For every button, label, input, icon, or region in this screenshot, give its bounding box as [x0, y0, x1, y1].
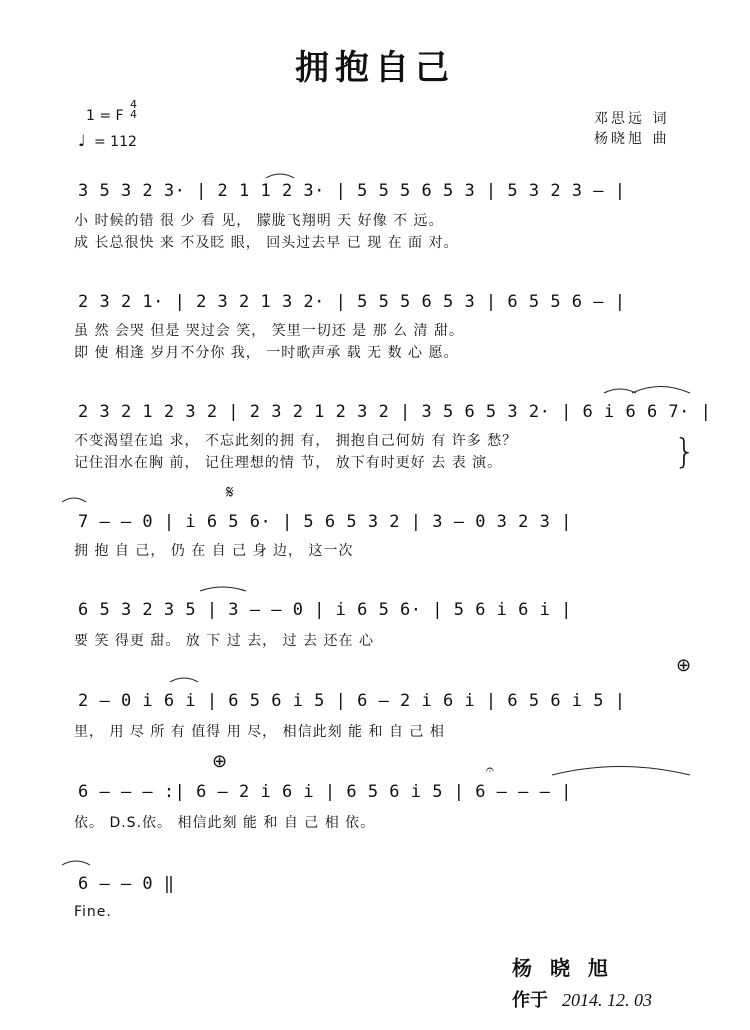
fermata-icon: 𝄐	[486, 762, 494, 778]
notation-line: 2 3 2 1 2 3 2 | 2 3 2 1 2 3 2 | 3 5 6 5 3 2· | 6 i 6 6 7· |	[78, 402, 712, 422]
lyric-line: 依。 D.S.依。 相信此刻 能 和 自 己 相 依。	[74, 815, 376, 831]
coda-icon: ⊕	[212, 751, 228, 772]
segno-icon: 𝄋	[226, 482, 234, 503]
date-value: 2014. 12. 03	[562, 990, 652, 1010]
notation-line: 6 – – 0 ‖	[78, 874, 175, 894]
notation-line: 6 – – – :| 6 – 2 i 6 i | 6 5 6 i 5 | 6 – – – |	[78, 782, 572, 802]
lyric-line: 虽 然 会哭 但是 哭过会 笑， 笑里一切还 是 那 么 清 甜。	[74, 323, 464, 339]
quarter-note-icon: ♩	[78, 131, 86, 150]
date-label: 作于	[512, 990, 548, 1011]
lyric-line: 要 笑 得更 甜。 放 下 过 去， 过 去 还在 心	[74, 633, 374, 649]
notation-line: 3 5 3 2 3· | 2 1 1 2 3· | 5 5 5 6 5 3 | 5 3 2 3 – |	[78, 181, 626, 201]
lyric-line: 拥 抱 自 己， 仍 在 自 己 身 边， 这一次	[74, 543, 354, 559]
time-numerator: 4	[130, 98, 137, 111]
composer-signature: 杨晓旭	[512, 956, 626, 980]
song-title: 拥抱自己	[295, 48, 455, 88]
lyric-line: 不变渴望在追 求， 不忘此刻的拥 有， 拥抱自己何妨 有 许多 愁？	[74, 433, 518, 449]
notation-line: 2 3 2 1· | 2 3 2 1 3 2· | 5 5 5 6 5 3 | 6 5 5 6 – |	[78, 292, 626, 312]
tempo-value: = 112	[94, 134, 137, 150]
coda-icon: ⊕	[676, 655, 692, 676]
lyric-line: 记住泪水在胸 前， 记住理想的情 节， 放下有时更好 去 表 演。	[74, 455, 503, 471]
lyric-line: 即 使 相逢 岁月不分你 我， 一时歌声承 载 无 数 心 愿。	[74, 345, 459, 361]
verse-brace-icon: }	[674, 432, 696, 472]
time-denominator: 4	[130, 108, 137, 121]
notation-line: 6 5 3 2 3 5 | 3 – – 0 | i 6 5 6· | 5 6 i 6 i |	[78, 600, 572, 620]
key-signature: 1 = F	[86, 108, 124, 124]
notation-line: 2 – 0 i 6 i | 6 5 6 i 5 | 6 – 2 i 6 i | 6 5 6 i 5 |	[78, 691, 626, 711]
lyricist-credit: 邓思远 词	[594, 111, 670, 127]
lyric-line: 里， 用 尽 所 有 值得 用 尽， 相信此刻 能 和 自 己 相	[74, 724, 445, 740]
lyric-line: Fine.	[74, 904, 112, 920]
composition-date	[512, 986, 652, 1012]
notation-line: 7 – – 0 | i 6 5 6· | 5 6 5 3 2 | 3 – 0 3 2 3 |	[78, 512, 572, 532]
lyric-line: 成 长总很快 来 不及眨 眼， 回头过去早 已 现 在 面 对。	[74, 235, 459, 251]
composer-credit: 杨晓旭 曲	[594, 131, 670, 147]
lyric-line: 小 时候的错 很 少 看 见， 朦胧飞翔明 天 好像 不 远。	[74, 213, 444, 229]
